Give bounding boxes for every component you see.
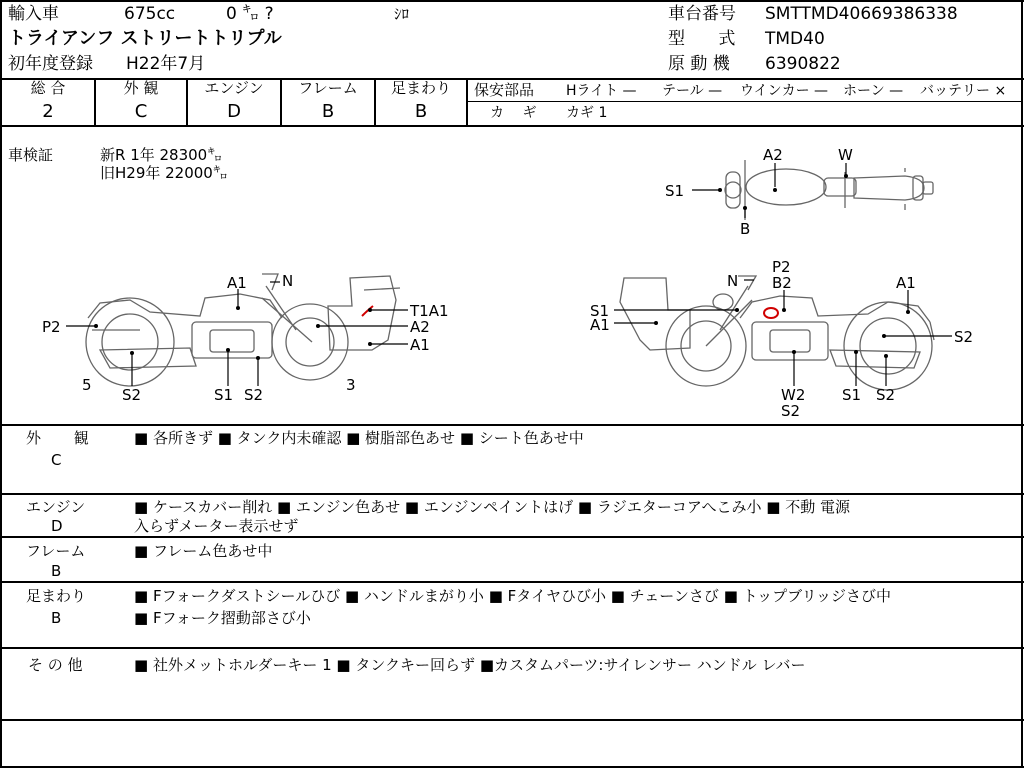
divider-remark-5 bbox=[0, 719, 1024, 721]
inspection-label: 車検証 bbox=[8, 146, 54, 164]
grade-frame-label: フレーム bbox=[298, 79, 358, 97]
remark-frame-grade: B bbox=[51, 562, 62, 580]
border-top bbox=[0, 0, 1024, 2]
label-left-s1: S1 bbox=[214, 386, 234, 404]
safety-winker: ウインカー — bbox=[740, 83, 829, 99]
inspection-new: 新R 1年 28300㌔ bbox=[100, 146, 223, 164]
label-right-n: N bbox=[727, 272, 739, 290]
engine-no-label: 原 動 機 bbox=[668, 54, 730, 74]
label-right-a1: A1 bbox=[896, 274, 916, 292]
safety-headlight: Hライト — bbox=[566, 83, 637, 99]
grade-overall-value: 2 bbox=[42, 101, 54, 122]
label-right-p2: P2 bbox=[772, 258, 791, 276]
remark-suspension-text-1: ■ Fフォークダストシールひび ■ ハンドルまがり小 ■ Fタイヤひび小 ■ チェーンさび ■ トップブリッジさび中 bbox=[134, 587, 891, 605]
body-color: ｼﾛ bbox=[394, 5, 410, 23]
remark-engine-text-1: ■ ケースカバー削れ ■ エンジン色あせ ■ エンジンペイントはげ ■ ラジエターコアへこみ小 ■ 不動 電源 bbox=[134, 498, 850, 516]
first-reg-value: H22年7月 bbox=[126, 54, 206, 74]
displacement: 675cc bbox=[124, 4, 176, 24]
label-left-s2a: S2 bbox=[122, 386, 142, 404]
divider-diagram bbox=[0, 424, 1024, 426]
label-right-s1: S1 bbox=[590, 302, 610, 320]
remark-suspension-grade: B bbox=[51, 609, 62, 627]
remark-frame-label: フレーム bbox=[26, 542, 86, 560]
type-value: TMD40 bbox=[765, 29, 825, 49]
grade-engine-value: D bbox=[227, 101, 241, 122]
safety-battery: バッテリー × bbox=[920, 83, 1007, 99]
label-right-b2: B2 bbox=[772, 274, 792, 292]
label-right-s2: S2 bbox=[954, 328, 974, 346]
remark-other-text: ■ 社外メットホルダーキー 1 ■ タンクキー回らず ■カスタムパーツ:サイレンサー ハンドル レバー bbox=[134, 656, 806, 674]
remark-exterior-grade: C bbox=[51, 451, 62, 469]
engine-no-value: 6390822 bbox=[765, 54, 841, 74]
label-left-t1a1: T1A1 bbox=[410, 302, 449, 320]
grade-engine-label: エンジン bbox=[204, 79, 264, 97]
inspection-old: 旧H29年 22000㌔ bbox=[100, 164, 228, 182]
label-top-w: W bbox=[838, 146, 853, 164]
label-left-5: 5 bbox=[82, 376, 92, 394]
label-right-s2b: S2 bbox=[781, 402, 801, 420]
grade-exterior-label: 外 観 bbox=[123, 79, 159, 97]
grade-overall-label: 総 合 bbox=[30, 79, 66, 97]
safety-tail: テール — bbox=[662, 83, 723, 99]
first-reg-label: 初年度登録 bbox=[8, 54, 93, 74]
remark-engine-grade: D bbox=[51, 517, 63, 535]
bike-top-view bbox=[725, 160, 933, 220]
key-label: カ ギ bbox=[490, 105, 537, 121]
label-left-a2: A2 bbox=[410, 318, 430, 336]
safety-label: 保安部品 bbox=[474, 81, 535, 99]
label-right-a1b: A1 bbox=[590, 316, 610, 334]
mileage: 0 ㌔ ? bbox=[226, 4, 274, 24]
grade-sep-5 bbox=[466, 78, 468, 126]
grade-suspension-label: 足まわり bbox=[390, 79, 451, 97]
type-label: 型 式 bbox=[668, 29, 736, 49]
label-top-s1: S1 bbox=[665, 182, 685, 200]
divider-remark-3 bbox=[0, 581, 1024, 583]
remark-suspension-text-2: ■ Fフォーク摺動部さび小 bbox=[134, 609, 311, 627]
label-right-s2c: S2 bbox=[876, 386, 896, 404]
divider-remark-2 bbox=[0, 536, 1024, 538]
model-name: トライアンフ ストリートトリプル bbox=[8, 28, 282, 49]
remark-other-label: そ の 他 bbox=[28, 656, 83, 674]
label-left-s2b: S2 bbox=[244, 386, 264, 404]
label-right-s1b: S1 bbox=[842, 386, 862, 404]
import-label: 輸入車 bbox=[8, 4, 59, 24]
label-left-n: N bbox=[282, 272, 294, 290]
divider-remark-4 bbox=[0, 647, 1024, 649]
label-top-b: B bbox=[740, 220, 751, 238]
label-left-p2: P2 bbox=[42, 318, 61, 336]
remark-engine-text-2: 入らずメーター表示せず bbox=[134, 517, 299, 535]
label-top-a2: A2 bbox=[763, 146, 783, 164]
remark-suspension-label: 足まわり bbox=[26, 587, 87, 605]
remark-exterior-label: 外 観 bbox=[26, 429, 89, 447]
damage-diagram bbox=[0, 126, 1024, 424]
bike-right-view bbox=[620, 276, 934, 390]
label-left-a1: A1 bbox=[227, 274, 247, 292]
divider-remark-1 bbox=[0, 493, 1024, 495]
label-left-3: 3 bbox=[346, 376, 356, 394]
remark-frame-text: ■ フレーム色あせ中 bbox=[134, 542, 273, 560]
divider-safety bbox=[468, 101, 1022, 102]
grade-frame-value: B bbox=[321, 101, 335, 122]
grade-exterior-value: C bbox=[134, 101, 148, 122]
label-right-w2: W2 bbox=[781, 386, 806, 404]
frame-no-label: 車台番号 bbox=[668, 4, 736, 24]
damage-mark-right bbox=[764, 308, 778, 318]
remark-exterior-text: ■ 各所きず ■ タンク内未確認 ■ 樹脂部色あせ ■ シート色あせ中 bbox=[134, 429, 584, 447]
remark-engine-label: エンジン bbox=[26, 498, 86, 516]
grade-suspension-value: B bbox=[414, 101, 428, 122]
key-value: カギ 1 bbox=[566, 105, 608, 121]
label-left-a1b: A1 bbox=[410, 336, 430, 354]
frame-no-value: SMTTMD40669386338 bbox=[765, 4, 958, 24]
safety-horn: ホーン — bbox=[843, 83, 904, 99]
